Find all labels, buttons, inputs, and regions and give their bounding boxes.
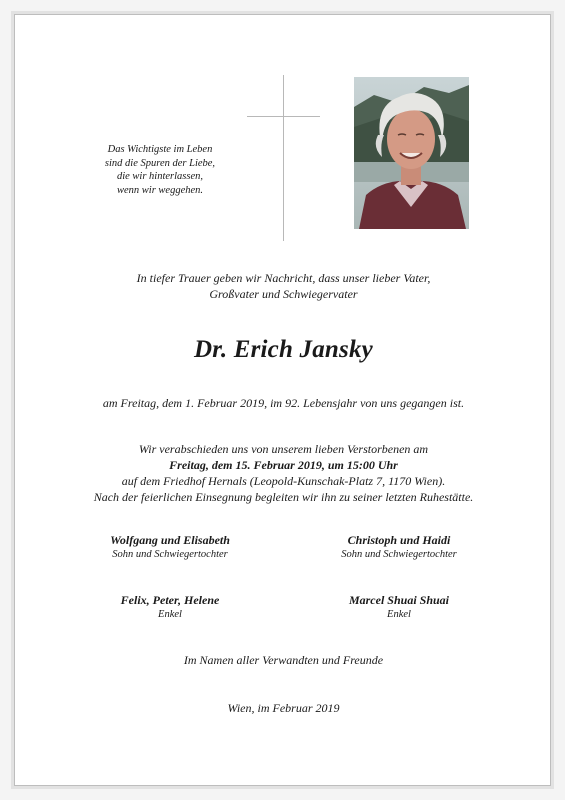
quote-line: sind die Spuren der Liebe, [104,157,216,169]
funeral-details [15,441,552,505]
relative-role: Sohn und Schwiegertochter [112,549,228,560]
obituary-card [14,14,551,786]
quote-line: wenn wir weggehen. [116,184,204,196]
relative-name: Christoph und Haidi [347,533,451,547]
deceased-name: Dr. Erich Jansky [194,336,373,363]
relative-role: Sohn und Schwiegertochter [341,549,457,560]
cross-icon-vertical [283,75,284,241]
funeral-date: Freitag, dem 15. Februar 2019, um 15:00 Uhr [169,458,398,472]
relative-name: Wolfgang und Elisabeth [110,533,230,547]
relative-name: Felix, Peter, Helene [120,593,220,607]
relative-entry [299,533,499,562]
closing-line: Im Namen aller Verwandten und Freunde [183,653,384,667]
quote-line: die wir hinterlassen, [116,171,204,182]
intro-line: Großvater und Schwiegervater [209,287,358,301]
relative-entry [70,593,270,622]
funeral-line: Wir verabschieden uns von unserem lieben Verstorbenen am [138,442,429,456]
relative-name: Marcel Shuai Shuai [348,593,450,607]
place-date: Wien, im Februar 2019 [227,701,340,715]
relative-role: Enkel [158,609,182,620]
funeral-line: Nach der feierlichen Einsegnung begleiten wir ihn zu seiner letzten Ruhestätte. [93,490,474,504]
funeral-location: auf dem Friedhof Hernals (Leopold-Kunschak-Platz 7, 1170 Wien). [121,474,446,488]
relative-entry [299,593,499,622]
relative-role: Enkel [387,609,411,620]
portrait-image [354,77,469,229]
quote-line: Das Wichtigste im Leben [107,144,213,155]
memorial-quote [75,143,245,197]
intro-line: In tiefer Trauer geben wir Nachricht, dass unser lieber Vater, [136,271,431,285]
portrait-photo [354,77,469,229]
relative-entry [70,533,270,562]
cross-icon-horizontal [247,116,320,117]
intro-text [15,270,552,302]
death-notice: am Freitag, dem 1. Februar 2019, im 92. Lebensjahr von uns gegangen ist. [102,396,465,410]
